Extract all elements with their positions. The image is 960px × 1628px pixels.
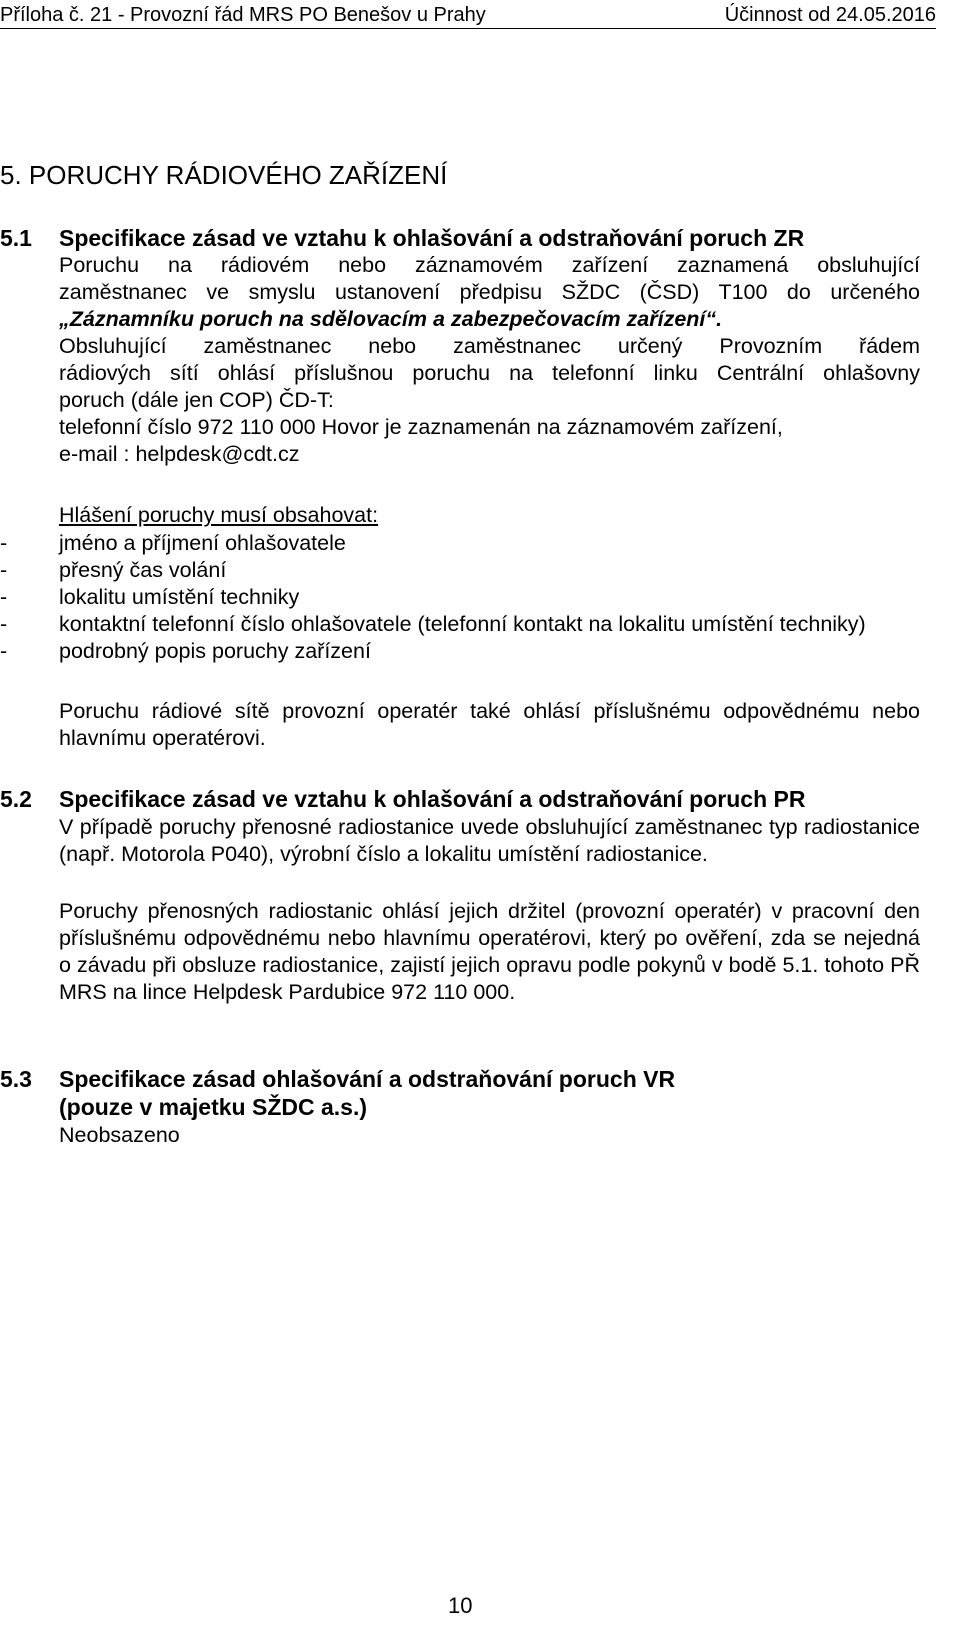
header-effective-date: Účinnost od 24.05.2016: [724, 4, 936, 26]
report-requirements-heading: Hlášení poruchy musí obsahovat:: [59, 503, 379, 527]
email-line: e-mail : helpdesk@cdt.cz: [59, 442, 300, 466]
paragraph-line: poruch (dále jen COP) ČD-T:: [59, 388, 334, 412]
paragraph-line: rádiových sítí ohlásí příslušnou poruchu na telefonní linku Centrální ohlašovny: [59, 361, 920, 385]
logbook-reference: „Záznamníku poruch na sdělovacím a zabezpečovacím zařízení“.: [59, 307, 723, 331]
section-5-2-paragraph-2: Poruchy přenosných radiostanic ohlásí jejich držitel (provozní operatér) v pracovní den příslušnému odpovědnému nebo hlavnímu operatérovi, který po ověření, zda se nejedná o závadu při obsluze radiostanice, zajistí jejich opravu podle pokynů v bodě 5.1. tohoto PŘ MRS na lince Helpdesk Pardubice 972 110 000.: [59, 899, 920, 1004]
page-number: 10: [448, 1593, 473, 1618]
paragraph-line: zaměstnanec ve smyslu ustanovení předpisu SŽDC (ČSD) T100 do určeného: [59, 280, 920, 304]
section-5-1-number: 5.1: [0, 225, 32, 251]
paragraph-line: Poruchu na rádiovém nebo záznamovém zařízení zaznamená obsluhující: [59, 253, 920, 277]
report-requirements-list: [0, 530, 920, 665]
section-5-3-title-line-2: (pouze v majetku SŽDC a.s.): [59, 1094, 368, 1120]
list-item: - jméno a příjmení ohlašovatele: [0, 531, 346, 555]
list-item: - lokalitu umístění techniky: [0, 585, 300, 609]
paragraph-line: Obsluhující zaměstnanec nebo zaměstnanec určený Provozním řádem: [59, 334, 920, 358]
phone-line: telefonní číslo 972 110 000 Hovor je zaznamenán na záznamovém zařízení,: [59, 415, 783, 439]
section-5-1-body: [59, 252, 920, 468]
header-document-title: Příloha č. 21 - Provozní řád MRS PO Benešov u Prahy: [0, 4, 486, 26]
section-5-2-number: 5.2: [0, 786, 32, 812]
section-5-3-title: Specifikace zásad ohlašování a odstraňování poruch VR: [59, 1066, 676, 1092]
section-5-1-title: Specifikace zásad ve vztahu k ohlašování a odstraňování poruch ZR: [59, 225, 805, 251]
section-5-3-number: 5.3: [0, 1066, 32, 1092]
page-header: [0, 4, 936, 29]
list-item: - podrobný popis poruchy zařízení: [0, 639, 371, 663]
list-item: - přesný čas volání: [0, 558, 227, 582]
section-5-1-closing-paragraph: Poruchu rádiové sítě provozní operatér také ohlásí příslušnému odpovědnému nebo hlavnímu operatérovi.: [59, 699, 920, 750]
section-5-2-title: Specifikace zásad ve vztahu k ohlašování a odstraňování poruch PR: [59, 786, 806, 812]
section-5-3-text: Neobsazeno: [59, 1123, 180, 1147]
section-5-2-paragraph-1: V případě poruchy přenosné radiostanice uvede obsluhující zaměstnanec typ radiostanice (např. Motorola P040), výrobní číslo a lokalitu umístění radiostanice.: [59, 815, 920, 866]
list-item: - kontaktní telefonní číslo ohlašovatele (telefonní kontakt na lokalitu umístění techniky): [0, 612, 866, 636]
chapter-title: 5. PORUCHY RÁDIOVÉHO ZAŘÍZENÍ: [0, 160, 448, 190]
